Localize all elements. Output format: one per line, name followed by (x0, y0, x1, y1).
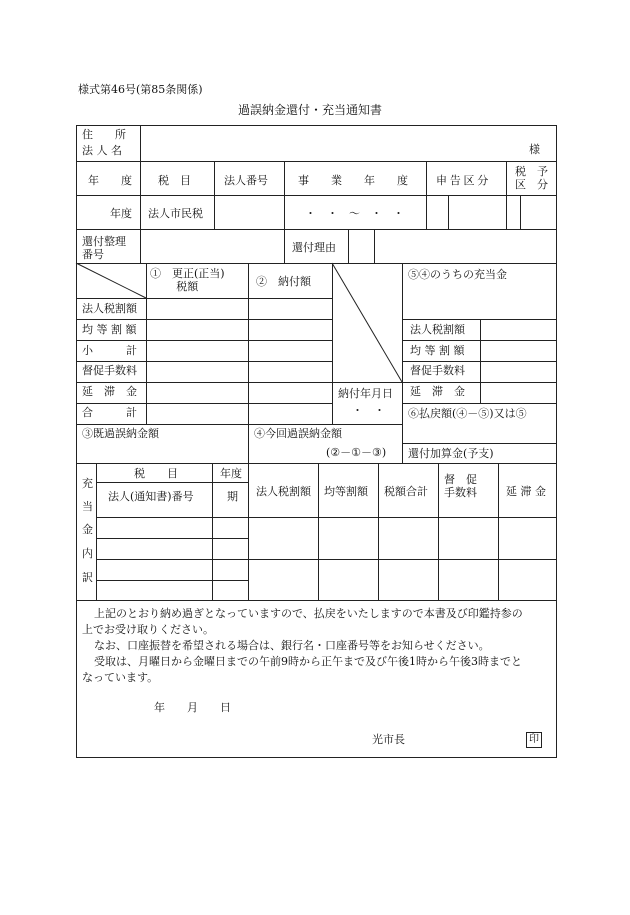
issue-date: 年 月 日 (154, 701, 231, 714)
header-year: 年 度 (88, 174, 132, 187)
allocation-year: 年度 (220, 467, 242, 480)
refund-interest-label: 還付加算金(予支) (408, 447, 494, 460)
right-row-label: 延 滞 金 (410, 385, 465, 398)
tax-name: 法人市民税 (148, 207, 203, 220)
allocation-col: 均等割額 (324, 485, 368, 498)
corp-name-label: 法 人 名 (82, 144, 122, 157)
col3-header: ③既過誤納金額 (82, 427, 159, 440)
notice-line: 上でお受け取りください。 (82, 623, 214, 636)
col4-header: ④今回過誤納金額 (254, 427, 342, 440)
row-label: 法人税割額 (82, 302, 137, 315)
allocation-col: 法人税割額 (256, 485, 311, 498)
allocation-period: 期 (227, 490, 238, 503)
refund-number-label: 還付整理 番号 (82, 235, 126, 261)
refund-reason-label: 還付理由 (292, 241, 336, 254)
header-tax-item: 税 目 (158, 174, 191, 187)
col1-header: ① 更正(正当) 税額 (150, 267, 225, 293)
seal-mark: 印 (526, 732, 542, 748)
allocation-col: 延 滞 金 (506, 485, 546, 498)
right-row-label: 法人税割額 (410, 323, 465, 336)
issuer-name: 光市長 (372, 733, 405, 746)
notice-line: 受取は、月曜日から金曜日までの午前9時から正午まで及び午後1時から午後3時までと (94, 655, 522, 668)
col6-header: ⑥払戻額(④－⑤)又は⑤ (408, 407, 527, 420)
right-row-label: 督促手数料 (410, 364, 465, 377)
allocation-side-label: 充 (82, 477, 93, 490)
header-corp-number: 法人番号 (224, 174, 268, 187)
document-title: 過誤納金還付・充当通知書 (238, 103, 383, 117)
allocation-col: 督 促 手数料 (444, 473, 477, 499)
business-period: ・ ・ ～ ・ ・ (305, 207, 404, 220)
allocation-side-label: 金 (82, 523, 93, 536)
allocation-side-label: 当 (82, 500, 93, 513)
notice-line: なっています。 (82, 671, 159, 684)
allocation-side-label: 内 (82, 547, 93, 560)
allocation-side-label: 訳 (82, 571, 93, 584)
header-business-year: 事 業 年 度 (298, 174, 408, 187)
row-label: 督促手数料 (82, 364, 137, 377)
payment-date-label: 納付年月日 (338, 387, 393, 400)
allocation-notice-no: 法人(通知書)番号 (108, 490, 194, 503)
address-label: 住 所 (82, 128, 126, 141)
year-suffix: 年度 (110, 207, 132, 220)
form-number: 様式第46号(第85条関係) (78, 83, 203, 96)
allocation-tax-item: 税 目 (134, 467, 178, 480)
row-label: 合 計 (82, 406, 137, 419)
allocation-col: 税額合計 (384, 485, 428, 498)
notice-line: 上記のとおり納め過ぎとなっていますので、払戻をいたしますので本書及び印鑑持参の (94, 607, 523, 620)
notice-line: なお、口座振替を希望される場合は、銀行名・口座番号等をお知らせください。 (94, 639, 490, 652)
honorific: 様 (529, 143, 540, 156)
row-label: 延 滞 金 (82, 385, 137, 398)
col4-formula: (②－①－③) (326, 446, 387, 459)
payment-date-dots: ・ ・ (352, 404, 385, 417)
row-label: 均 等 割 額 (82, 323, 137, 336)
header-filing-type: 申告区分 (436, 174, 491, 187)
col2-header: ② 納付額 (256, 275, 311, 288)
header-planned-type: 税 予 区 分 (515, 165, 548, 191)
right-row-label: 均 等 割 額 (410, 344, 465, 357)
row-label: 小 計 (82, 344, 137, 357)
col5-header: ⑤④のうちの充当金 (408, 268, 507, 281)
